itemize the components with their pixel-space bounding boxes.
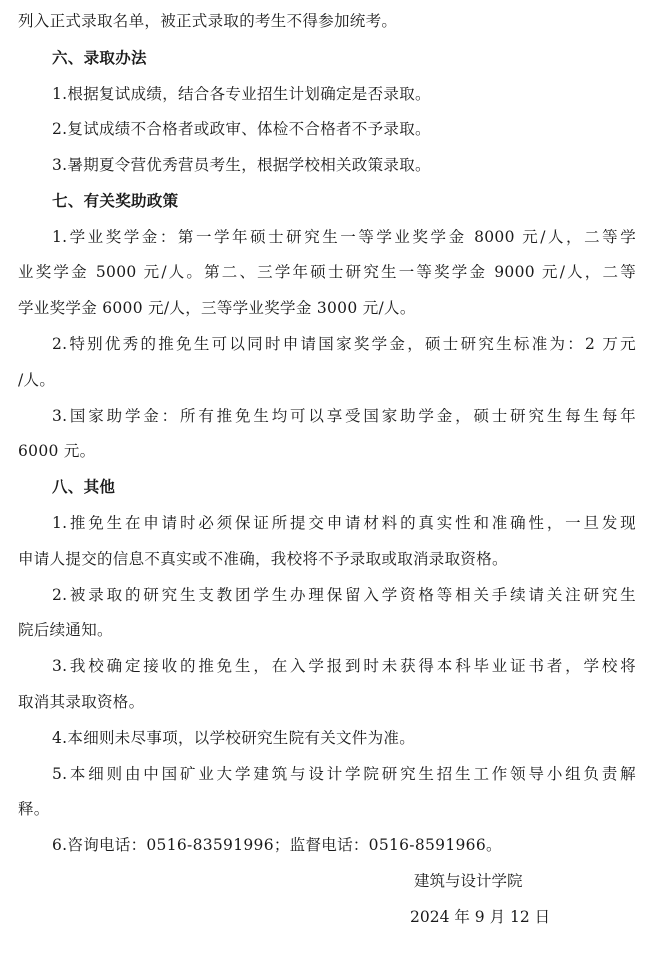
- other-item-5-line-2: 释。: [18, 800, 50, 818]
- other-item-1-line-2: 申请人提交的信息不真实或不准确，我校将不予录取或取消录取资格。: [18, 550, 508, 568]
- other-item-6-contact: 6.咨询电话：0516-83591996；监督电话：0516-8591966。: [52, 836, 502, 854]
- other-item-2-line-1: 2.被录取的研究生支教团学生办理保留入学资格等相关手续请关注研究生: [52, 586, 636, 604]
- other-item-3-line-1: 3.我校确定接收的推免生，在入学报到时未获得本科毕业证书者，学校将: [52, 657, 636, 675]
- admission-item-1: 1.根据复试成绩，结合各专业招生计划确定是否录取。: [52, 85, 431, 103]
- admission-item-2: 2.复试成绩不合格者或政审、体检不合格者不予录取。: [52, 120, 431, 138]
- aid-item-1-line-1: 1.学业奖学金：第一学年硕士研究生一等学业奖学金 8000 元/人，二等学: [52, 228, 636, 246]
- aid-item-3-line-1: 3.国家助学金：所有推免生均可以享受国家助学金，硕士研究生每生每年: [52, 407, 636, 425]
- other-item-5-line-1: 5.本细则由中国矿业大学建筑与设计学院研究生招生工作领导小组负责解: [52, 765, 636, 783]
- other-item-3-line-2: 取消其录取资格。: [18, 693, 145, 711]
- signature-organization: 建筑与设计学院: [414, 872, 523, 890]
- section-heading-other: 八、其他: [52, 478, 116, 496]
- other-item-4: 4.本细则未尽事项，以学校研究生院有关文件为准。: [52, 729, 415, 747]
- signature-date: 2024 年 9 月 12 日: [410, 908, 551, 926]
- other-item-2-line-2: 院后续通知。: [18, 621, 113, 639]
- aid-item-1-line-3: 学业奖学金 6000 元/人，三等学业奖学金 3000 元/人。: [18, 299, 416, 317]
- section-heading-admission-method: 六、录取办法: [52, 49, 147, 67]
- paragraph-continuation: 列入正式录取名单，被正式录取的考生不得参加统考。: [18, 12, 398, 30]
- section-heading-financial-aid: 七、有关奖助政策: [52, 192, 179, 210]
- aid-item-2-line-2: /人。: [18, 371, 56, 389]
- aid-item-3-line-2: 6000 元。: [18, 442, 96, 460]
- aid-item-2-line-1: 2.特别优秀的推免生可以同时申请国家奖学金，硕士研究生标准为：2 万元: [52, 335, 636, 353]
- aid-item-1-line-2: 业奖学金 5000 元/人。第二、三学年硕士研究生一等奖学金 9000 元/人，二等: [18, 263, 636, 281]
- admission-item-3: 3.暑期夏令营优秀营员考生，根据学校相关政策录取。: [52, 156, 431, 174]
- other-item-1-line-1: 1.推免生在申请时必须保证所提交申请材料的真实性和准确性，一旦发现: [52, 514, 636, 532]
